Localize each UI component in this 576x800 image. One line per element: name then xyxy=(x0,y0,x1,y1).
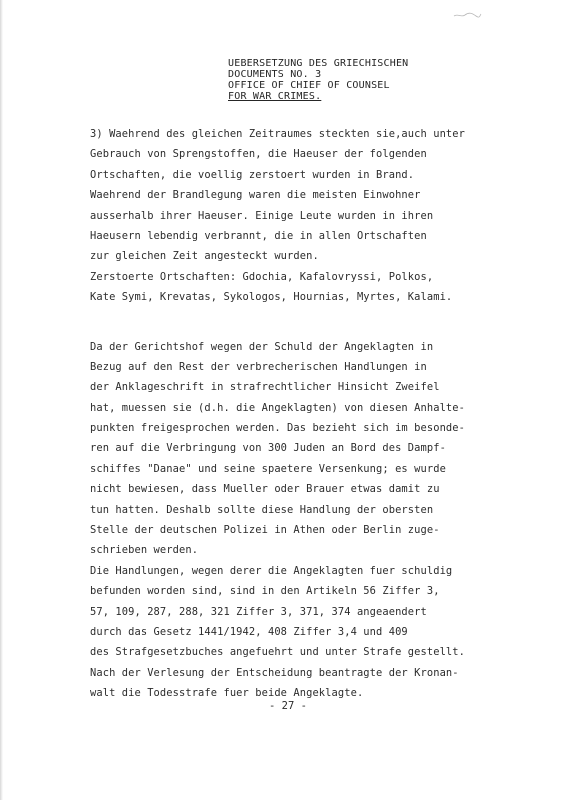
text-line: punkten freigesprochen werden. Das bezieht sich im besonde- xyxy=(90,422,465,435)
text-line: schiffes "Danae" und seine spaetere Versenkung; es wurde xyxy=(90,462,446,475)
scan-edge-shadow xyxy=(0,0,3,800)
document-header xyxy=(228,58,458,102)
header-line-4: FOR WAR CRIMES. xyxy=(228,91,322,102)
text-line: der Anklageschrift in strafrechtlicher Hinsicht Zweifel xyxy=(90,381,440,394)
text-line: Stelle der deutschen Polizei in Athen oder Berlin zuge- xyxy=(90,524,440,537)
header-line-3: OFFICE OF CHIEF OF COUNSEL xyxy=(228,80,390,91)
text-line: Nach der Verlesung der Entscheidung beantragte der Kronan- xyxy=(90,666,459,679)
paragraph-2 xyxy=(90,337,490,704)
text-line: zur gleichen Zeit angesteckt wurden. xyxy=(90,250,319,263)
text-line: befunden worden sind, sind in den Artikeln 56 Ziffer 3, xyxy=(90,585,440,598)
text-line: Waehrend der Brandlegung waren die meisten Einwohner xyxy=(90,189,421,202)
text-line: Bezug auf den Rest der verbrecherischen Handlungen in xyxy=(90,360,427,373)
text-line: ren auf die Verbringung von 300 Juden an Bord des Dampf- xyxy=(90,442,446,455)
text-line: Kate Symi, Krevatas, Sykologos, Hournias, Myrtes, Kalami. xyxy=(90,291,453,304)
text-line: 57, 109, 287, 288, 321 Ziffer 3, 371, 374 angeaendert xyxy=(90,605,427,618)
text-line: Zerstoerte Ortschaften: Gdochia, Kafalovryssi, Polkos, xyxy=(90,270,434,283)
text-line: Da der Gerichtshof wegen der Schuld der Angeklagten in xyxy=(90,340,434,353)
text-line: tun hatten. Deshalb sollte diese Handlung der obersten xyxy=(90,503,434,516)
header-line-2: DOCUMENTS NO. 3 xyxy=(228,69,322,80)
text-line: ausserhalb ihrer Haeuser. Einige Leute wurden in ihren xyxy=(90,209,434,222)
text-line: schrieben werden. xyxy=(90,544,199,557)
document-body xyxy=(90,124,490,704)
text-line: Haeusern lebendig verbrannt, die in allen Ortschaften xyxy=(90,229,427,242)
text-line: hat, muessen sie (d.h. die Angeklagten) von diesen Anhalte- xyxy=(90,401,465,414)
paragraph-1 xyxy=(90,124,490,308)
text-line: Ortschaften, die voellig zerstoert wurden in Brand. xyxy=(90,168,415,181)
text-line: 3) Waehrend des gleichen Zeitraumes steckten sie,auch unter xyxy=(90,128,465,140)
text-line: Gebrauch von Sprengstoffen, die Haeuser der folgenden xyxy=(90,148,427,161)
text-line: walt die Todesstrafe fuer beide Angeklagte. xyxy=(90,687,364,700)
page-number: - 27 - xyxy=(269,700,307,712)
text-line: durch das Gesetz 1441/1942, 408 Ziffer 3,4 und 409 xyxy=(90,625,408,638)
pencil-mark xyxy=(452,10,482,20)
text-line: nicht bewiesen, dass Mueller oder Brauer etwas damit zu xyxy=(90,483,440,496)
text-line: Die Handlungen, wegen derer die Angeklagten fuer schuldig xyxy=(90,564,453,577)
text-line: des Strafgesetzbuches angefuehrt und unter Strafe gestellt. xyxy=(90,646,465,659)
paragraph-gap xyxy=(90,308,490,337)
header-line-1: UEBERSETZUNG DES GRIECHISCHEN xyxy=(228,58,409,69)
